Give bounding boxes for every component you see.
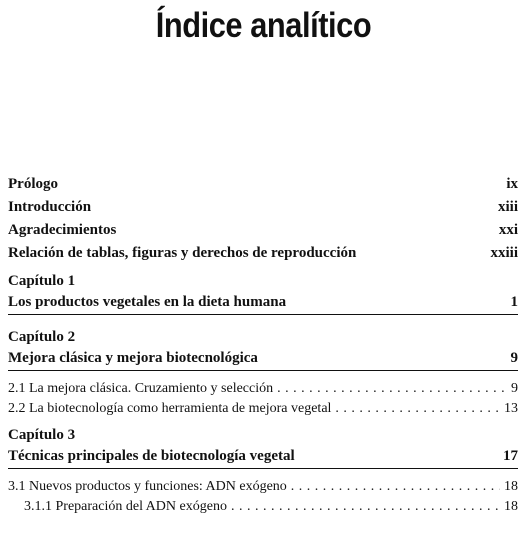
chapter-title: Mejora clásica y mejora biotecnológica bbox=[8, 350, 258, 366]
entry-label: Agradecimientos bbox=[8, 222, 117, 238]
chapter-heading: Capítulo 3 bbox=[8, 427, 76, 443]
chapter-2 bbox=[8, 327, 518, 371]
entry-page: ix bbox=[506, 176, 518, 192]
dot-leader bbox=[291, 477, 500, 497]
chapter-title-row[interactable] bbox=[8, 445, 518, 469]
chapter-title: Técnicas principales de biotecnología vegetal bbox=[8, 448, 295, 464]
toc-entry-relacion[interactable] bbox=[8, 242, 518, 265]
toc-section-3-1[interactable] bbox=[8, 477, 518, 497]
section-label: 3.1 Nuevos productos y funciones: ADN exógeno bbox=[8, 479, 287, 494]
entry-page: xxi bbox=[498, 222, 518, 238]
section-label: 2.1 La mejora clásica. Cruzamiento y selección bbox=[8, 381, 274, 396]
chapter-page: 1 bbox=[510, 294, 518, 310]
chapter-title: Los productos vegetales en la dieta humana bbox=[8, 294, 287, 310]
section-page: 18 bbox=[504, 479, 518, 494]
section-page: 13 bbox=[504, 401, 518, 416]
entry-label: Introducción bbox=[8, 199, 92, 215]
toc-section-3-1-1[interactable] bbox=[8, 497, 518, 517]
chapter-title-row[interactable] bbox=[8, 291, 518, 315]
entry-page: xiii bbox=[497, 199, 518, 215]
section-page: 9 bbox=[511, 381, 518, 396]
entry-page: xxiii bbox=[490, 245, 518, 261]
entry-label: Prólogo bbox=[8, 176, 58, 192]
toc-section-2-2[interactable] bbox=[8, 399, 518, 419]
chapter-page: 17 bbox=[503, 448, 518, 464]
chapter-1 bbox=[8, 271, 518, 315]
section-label: 3.1.1 Preparación del ADN exógeno bbox=[24, 499, 227, 514]
page-title: Índice analítico bbox=[155, 6, 372, 45]
chapter-3 bbox=[8, 425, 518, 469]
toc-section-2-1[interactable] bbox=[8, 379, 518, 399]
section-page: 18 bbox=[504, 499, 518, 514]
section-label: 2.2 La biotecnología como herramienta de mejora vegetal bbox=[8, 401, 332, 416]
chapter-page: 9 bbox=[510, 350, 518, 366]
dot-leader bbox=[277, 379, 507, 399]
entry-label: Relación de tablas, figuras y derechos de reproducción bbox=[8, 245, 357, 261]
dot-leader bbox=[231, 497, 500, 517]
toc-entry-introduccion[interactable] bbox=[8, 196, 518, 219]
chapter-title-row[interactable] bbox=[8, 347, 518, 371]
chapter-heading: Capítulo 2 bbox=[8, 329, 76, 345]
toc-entry-agradecimientos[interactable] bbox=[8, 219, 518, 242]
toc-entry-prologo[interactable] bbox=[8, 173, 518, 196]
dot-leader bbox=[335, 399, 500, 419]
chapter-heading: Capítulo 1 bbox=[8, 273, 76, 289]
table-of-contents bbox=[8, 173, 518, 517]
